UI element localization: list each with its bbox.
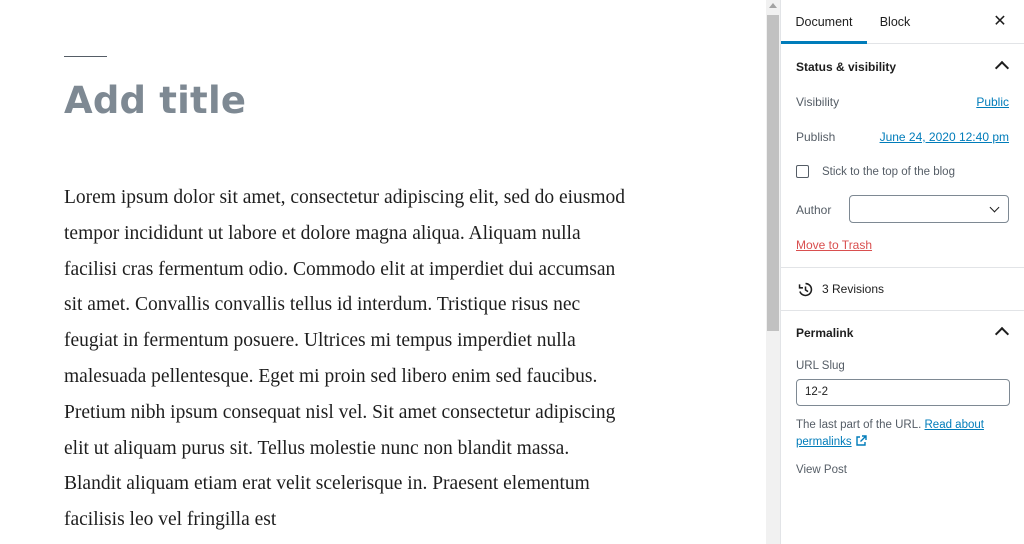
view-post-link[interactable]: View Post	[796, 464, 847, 476]
paragraph-block[interactable]: Lorem ipsum dolor sit amet, consectetur adipiscing elit, sed do eiusmod tempor incididunt ut labore et dolore magna aliqua. Aliquam nulla facilisi cras fermentum odio. Commodo elit at imperdiet dui accumsan sit amet. Convallis convallis tellus id interdum. Tristique risus nec feugiat in fermentum posuere. Ultrices mi tempus imperdiet nulla malesuada pellentesque. Eget mi proin sed libero enim sed faucibus. Pretium nibh ipsum consequat nisl vel. Sit amet consectetur adipiscing elit ut aliquam purus sit. Tellus molestie nunc non blandit massa. Blandit aliquam etiam erat velit scelerisque in. Praesent elementum facilisis leo vel fringilla est	[64, 187, 626, 531]
url-slug-input[interactable]: 12-2	[796, 379, 1010, 406]
publish-label: Publish	[796, 130, 836, 144]
revisions-button[interactable]	[781, 268, 1024, 310]
read-about-permalinks-link[interactable]: Read about	[924, 419, 984, 431]
sticky-post-label[interactable]: Stick to the top of the blog	[822, 166, 955, 178]
panel-title: Status & visibility	[796, 60, 897, 74]
status-visibility-panel-toggle[interactable]	[781, 45, 1024, 89]
sidebar-tabs	[781, 0, 1024, 44]
permalink-help-text	[796, 417, 1010, 451]
chevron-up-icon	[995, 327, 1009, 341]
tab-document[interactable]: Document	[781, 0, 867, 43]
chevron-down-icon	[990, 203, 1000, 213]
permalink-panel-toggle[interactable]	[781, 311, 1024, 355]
permalinks-link[interactable]: permalinks	[796, 436, 852, 448]
publish-date-link[interactable]: June 24, 2020 12:40 pm	[879, 130, 1009, 144]
visibility-label: Visibility	[796, 95, 840, 109]
author-select[interactable]	[849, 195, 1009, 223]
panel-title: Permalink	[796, 326, 854, 340]
tab-block[interactable]: Block	[879, 15, 911, 29]
scroll-up-arrow-icon[interactable]	[769, 3, 777, 8]
editor-scrollbar[interactable]	[766, 0, 780, 544]
sticky-post-checkbox[interactable]	[796, 165, 809, 178]
history-icon	[797, 281, 814, 298]
close-icon: ✕	[993, 13, 1007, 30]
move-to-trash-link[interactable]: Move to Trash	[796, 238, 873, 252]
scrollbar-thumb[interactable]	[767, 15, 779, 331]
title-divider	[64, 56, 107, 57]
help-text-static: The last part of the URL.	[796, 419, 922, 431]
chevron-up-icon	[995, 61, 1009, 75]
url-slug-label: URL Slug	[796, 360, 845, 372]
revisions-label: 3 Revisions	[822, 282, 885, 296]
author-label: Author	[796, 203, 832, 217]
close-sidebar-button[interactable]	[987, 10, 1013, 34]
external-link-icon	[855, 435, 867, 447]
visibility-toggle-link[interactable]: Public	[976, 95, 1009, 109]
settings-sidebar	[780, 0, 1024, 544]
post-title-input[interactable]: Add title	[64, 79, 247, 122]
